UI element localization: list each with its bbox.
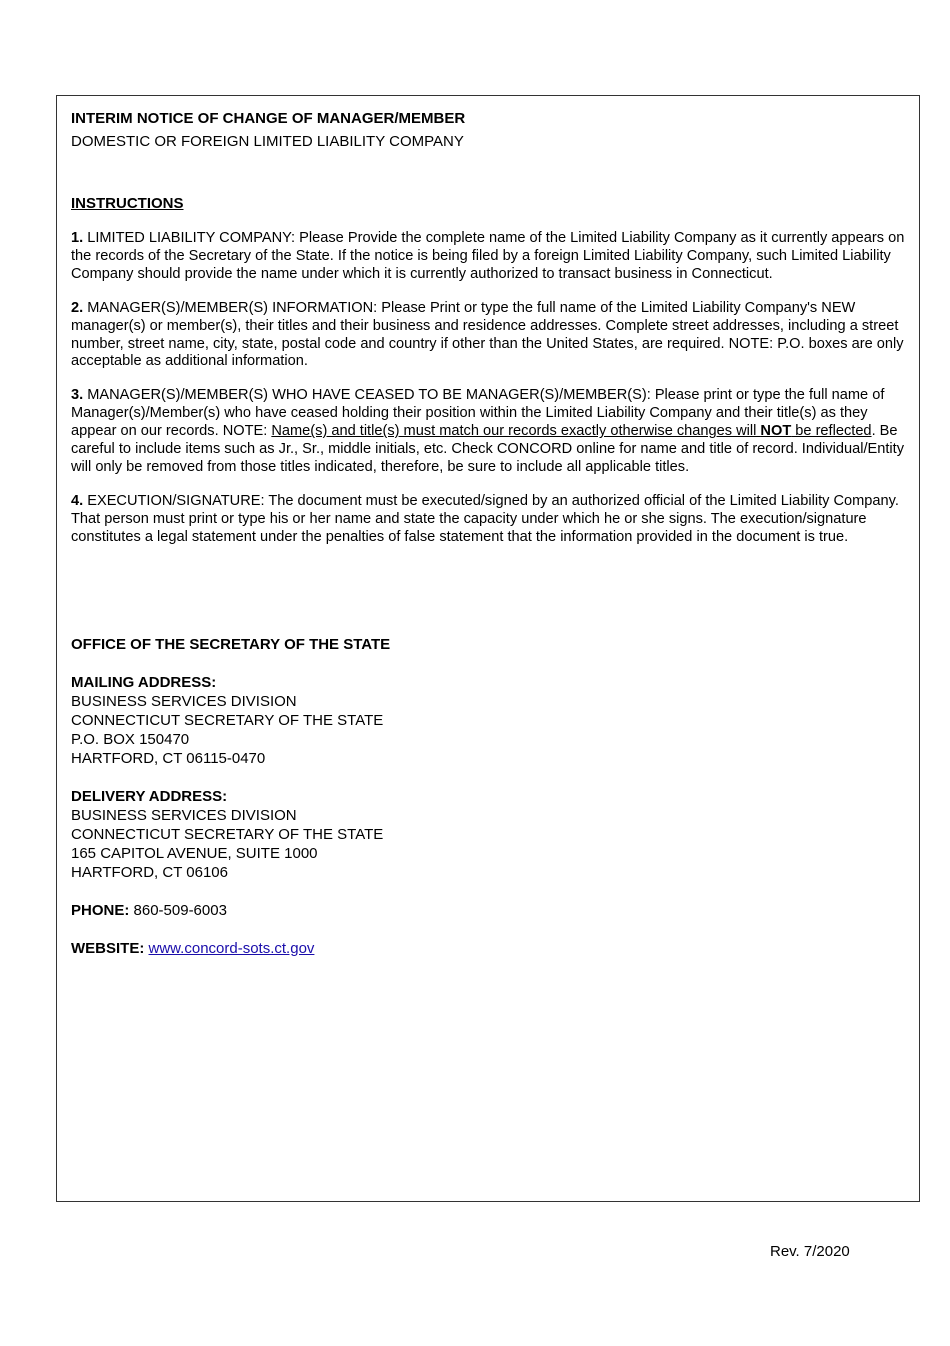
phone-number: 860-509-6003	[133, 901, 227, 919]
instruction-text: MANAGER(S)/MEMBER(S) WHO HAVE CEASED TO BE MANAGER(S)/MEMBER(S): Please print or type the full name of Manager(s)/Member(s) who have ceased holding their position within the Limited Liability Company and their title(s) as they appear on our records. NOTE:	[71, 387, 885, 440]
instruction-warning	[271, 423, 871, 439]
instruction-item-2	[71, 300, 907, 372]
form-frame	[56, 95, 920, 1202]
form-subtitle: DOMESTIC OR FOREIGN LIMITED LIABILITY COMPANY	[71, 133, 464, 150]
form-title: INTERIM NOTICE OF CHANGE OF MANAGER/MEMBER	[71, 110, 466, 127]
revision-date: Rev. 7/2020	[770, 1243, 850, 1260]
mailing-address-line: CONNECTICUT SECRETARY OF THE STATE	[71, 711, 384, 729]
mailing-address-line: BUSINESS SERVICES DIVISION	[71, 692, 297, 710]
delivery-address-line: 165 CAPITOL AVENUE, SUITE 1000	[71, 844, 318, 862]
mailing-address-line: HARTFORD, CT 06115-0470	[71, 749, 266, 767]
instruction-text: EXECUTION/SIGNATURE: The document must be executed/signed by an authorized official of the Limited Liability Company. That person must print or type his or her name and state the capacity under which he or she signs. The execution/signature constitutes a legal statement under the penalties of false statement that the information provided in the document is true.	[71, 492, 899, 545]
instruction-item-3	[71, 387, 907, 477]
mailing-address-label: MAILING ADDRESS:	[71, 673, 217, 691]
mailing-address-line: P.O. BOX 150470	[71, 730, 190, 748]
instruction-warning-text-end: be reflected	[791, 423, 872, 440]
website-label: WEBSITE:	[71, 939, 145, 957]
instructions-heading: INSTRUCTIONS	[71, 195, 184, 212]
instruction-number: 2.	[71, 299, 84, 316]
phone-row	[71, 901, 907, 920]
form-content	[71, 109, 907, 958]
delivery-address	[71, 787, 907, 882]
instruction-number: 1.	[71, 230, 84, 246]
instruction-text-after: . Be careful to include items such as Jr., Sr., middle initials, etc. Check CONCORD online for name and title of record. Individual/Entity will only be removed from those titles indicated, therefore, be sure to include all applicable titles.	[71, 423, 905, 475]
instruction-text: MANAGER(S)/MEMBER(S) INFORMATION: Please Print or type the full name of the Limited Liability Company's NEW manager(s) or member(s), their titles and their business and residence addresses. Complete street addresses, including a street number, street name, city, state, postal code and country if other than the United States, are required. NOTE: P.O. boxes are only acceptable as additional information.	[71, 299, 904, 370]
delivery-address-line: CONNECTICUT SECRETARY OF THE STATE	[71, 825, 384, 843]
instruction-text: LIMITED LIABILITY COMPANY: Please Provide the complete name of the Limited Liability Company as it currently appears on the records of the Secretary of the State. If the notice is being filed by a foreign Limited Liability Company, such Limited Liability Company should provide the name under which it is currently authorized to transact business in Connecticut.	[71, 230, 905, 282]
instruction-number: 3.	[71, 387, 84, 404]
office-title: OFFICE OF THE SECRETARY OF THE STATE	[71, 635, 391, 653]
instruction-number: 4.	[71, 492, 84, 509]
instruction-item-1	[71, 230, 907, 284]
instruction-item-4	[71, 493, 907, 547]
website-link[interactable]: www.concord-sots.ct.gov	[148, 939, 315, 957]
office-section	[71, 635, 907, 958]
delivery-address-line: BUSINESS SERVICES DIVISION	[71, 806, 297, 824]
delivery-address-line: HARTFORD, CT 06106	[71, 863, 228, 881]
instruction-warning-text: Name(s) and title(s) must match our records exactly otherwise changes will	[271, 423, 761, 440]
instruction-warning-emphasis: NOT	[760, 423, 792, 440]
delivery-address-label: DELIVERY ADDRESS:	[71, 787, 228, 805]
website-row	[71, 939, 907, 958]
mailing-address	[71, 673, 907, 768]
phone-label: PHONE:	[71, 901, 130, 919]
